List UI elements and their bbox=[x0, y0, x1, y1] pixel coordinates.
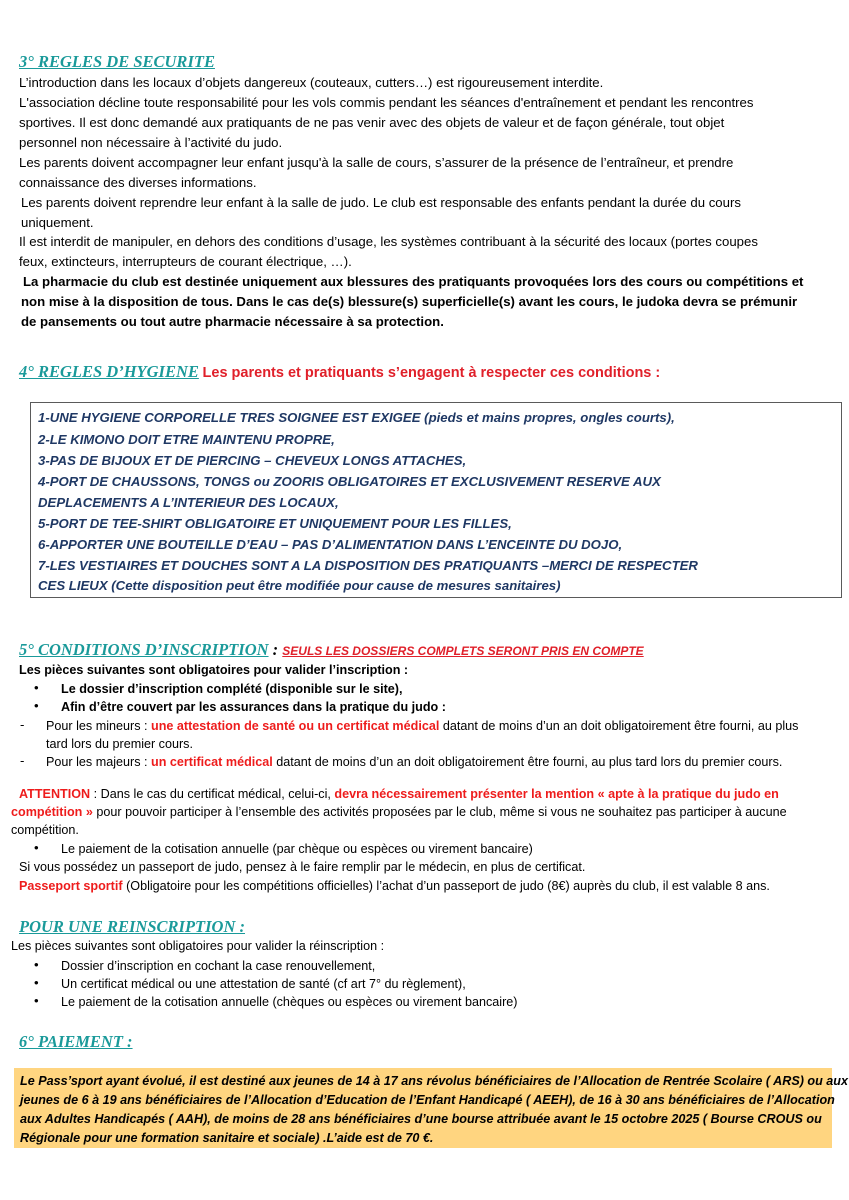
hygiene-rule: 4-PORT DE CHAUSSONS, TONGS ou ZOORIS OBLIGATOIRES ET EXCLUSIVEMENT RESERVE AUX bbox=[38, 474, 661, 489]
dash-bullet-icon: - bbox=[20, 717, 25, 732]
majors-requirement: un certificat médical bbox=[151, 755, 273, 769]
s5-passport bbox=[19, 877, 770, 895]
attention-mention: devra nécessairement présenter la mention « apte à la pratique du judo en bbox=[334, 787, 779, 801]
minors-text: datant de moins d’un an doit obligatoirement être fourni, au plus bbox=[439, 719, 799, 733]
dash-bullet-icon: - bbox=[20, 753, 25, 768]
hygiene-rule: 5-PORT DE TEE-SHIRT OBLIGATOIRE ET UNIQUEMENT POUR LES FILLES, bbox=[38, 516, 512, 531]
bullet-dot-icon: • bbox=[34, 680, 39, 695]
minors-requirement: une attestation de santé ou un certificat médical bbox=[151, 719, 440, 733]
s3-paragraph-3a: Les parents doivent accompagner leur enfant jusqu'à la salle de cours, s’assurer de la présence de l’entraîneur, et prendre bbox=[19, 155, 734, 170]
s5-minors-cont: tard lors du premier cours. bbox=[46, 737, 193, 751]
s3-paragraph-1: L’introduction dans les locaux d’objets dangereux (couteaux, cutters…) est rigoureusement interdite. bbox=[19, 75, 604, 90]
s5-attention-3: compétition. bbox=[11, 823, 79, 837]
bullet-dot-icon: • bbox=[34, 975, 39, 990]
payment-line: Le Pass’sport ayant évolué, il est destiné aux jeunes de 14 à 17 ans révolus bénéficiaires de l’Allocation de Rentrée Scolaire ( ARS) ou aux bbox=[20, 1074, 848, 1088]
reinscription-item: Un certificat médical ou une attestation de santé (cf art 7° du règlement), bbox=[61, 977, 466, 991]
s3-paragraph-5b: feux, extincteurs, interrupteurs de courant électrique, …). bbox=[19, 254, 352, 269]
section-4-header bbox=[19, 362, 660, 382]
reinscription-title: POUR UNE REINSCRIPTION : bbox=[19, 917, 245, 936]
s3-paragraph-4b: uniquement. bbox=[21, 215, 94, 230]
bullet-dot-icon: • bbox=[34, 840, 39, 855]
section-5-note: SEULS LES DOSSIERS COMPLETS SERONT PRIS EN COMPTE bbox=[282, 644, 644, 658]
s3-paragraph-3b: connaissance des diverses informations. bbox=[19, 175, 257, 190]
s5-bullet-3: Le paiement de la cotisation annuelle (par chèque ou espèces ou virement bancaire) bbox=[61, 842, 533, 856]
s3-paragraph-6a: La pharmacie du club est destinée uniquement aux blessures des pratiquants provoquées lors des cours ou compétitions et bbox=[23, 274, 804, 289]
hygiene-rule: 3-PAS DE BIJOUX ET DE PIERCING – CHEVEUX LONGS ATTACHES, bbox=[38, 453, 467, 468]
bullet-dot-icon: • bbox=[34, 957, 39, 972]
s5-attention bbox=[19, 785, 779, 803]
s3-paragraph-2b: sportives. Il est donc demandé aux pratiquants de ne pas venir avec des objets de valeur et de façon générale, tout objet bbox=[19, 115, 725, 130]
attention-text-2: pour pouvoir participer à l’ensemble des activités proposées par le club, même si vous ne souhaitez pas participer à aucune bbox=[92, 805, 787, 819]
majors-text: datant de moins d’un an doit obligatoirement être fourni, au plus tard lors du premier cours. bbox=[272, 755, 783, 769]
s3-paragraph-4a: Les parents doivent reprendre leur enfant à la salle de judo. Le club est responsable des enfants pendant la durée du cours bbox=[21, 195, 741, 210]
s3-paragraph-2a: L'association décline toute responsabilité pour les vols commis pendant les séances d'entraînement et pendant les rencontres bbox=[19, 95, 754, 110]
attention-text: : Dans le cas du certificat médical, celui-ci, bbox=[90, 787, 335, 801]
passport-text: (Obligatoire pour les compétitions officielles) l’achat d’un passeport de judo (8€) auprès du club, il est valable 8 ans. bbox=[122, 879, 770, 893]
s3-paragraph-2c: personnel non nécessaire à l’activité du judo. bbox=[19, 135, 283, 150]
hygiene-rule: 2-LE KIMONO DOIT ETRE MAINTENU PROPRE, bbox=[38, 432, 335, 447]
bullet-dot-icon: • bbox=[34, 993, 39, 1008]
hygiene-rule: 1-UNE HYGIENE CORPORELLE TRES SOIGNEE EST EXIGEE (pieds et mains propres, ongles courts), bbox=[38, 410, 675, 425]
hygiene-rule: 6-APPORTER UNE BOUTEILLE D’EAU – PAS D’ALIMENTATION DANS L’ENCEINTE DU DOJO, bbox=[38, 537, 623, 552]
s3-paragraph-5a: Il est interdit de manipuler, en dehors des conditions d’usage, les systèmes contribuant à la sécurité des locaux (portes coupes bbox=[19, 234, 758, 249]
payment-line: jeunes de 6 à 19 ans bénéficiaires de l’Allocation d’Education de l’Enfant Handicapé ( AEEH), de 16 à 30 ans bénéficiaires de l’Allocation bbox=[20, 1093, 835, 1107]
reinscription-item: Le paiement de la cotisation annuelle (chèques ou espèces ou virement bancaire) bbox=[61, 995, 518, 1009]
s5-bullet-2: Afin d’être couvert par les assurances dans la pratique du judo : bbox=[61, 700, 446, 714]
payment-line: aux Adultes Handicapés ( AAH), de moins de 28 ans bénéficiaires d’une bourse attribuée avant le 15 octobre 2025 ( Bourse CROUS ou bbox=[20, 1112, 822, 1126]
minors-label: Pour les mineurs : bbox=[46, 719, 151, 733]
s5-intro: Les pièces suivantes sont obligatoires pour valider l’inscription : bbox=[19, 663, 409, 677]
s5-minors bbox=[46, 717, 798, 735]
section-4-subtitle: Les parents et pratiquants s’engagent à respecter ces conditions : bbox=[202, 365, 661, 381]
section-5-colon: : bbox=[268, 640, 283, 659]
s5-majors bbox=[46, 753, 782, 771]
section-4-title: 4° REGLES D’HYGIENE bbox=[19, 362, 199, 381]
s5-bullet-1: Le dossier d’inscription complété (disponible sur le site), bbox=[61, 682, 403, 696]
s3-paragraph-6b: non mise à la disposition de tous. Dans le cas de(s) blessure(s) superficielle(s) avant les cours, le judoka devra se prémunir bbox=[21, 294, 798, 309]
hygiene-rule: 7-LES VESTIAIRES ET DOUCHES SONT A LA DISPOSITION DES PRATIQUANTS –MERCI DE RESPECTER bbox=[38, 558, 698, 573]
section-5-title: 5° CONDITIONS D’INSCRIPTION bbox=[19, 640, 269, 659]
hygiene-rule: DEPLACEMENTS A L’INTERIEUR DES LOCAUX, bbox=[38, 495, 339, 510]
majors-label: Pour les majeurs : bbox=[46, 755, 151, 769]
section-6-title: 6° PAIEMENT : bbox=[19, 1032, 133, 1051]
reinscription-item: Dossier d’inscription en cochant la case renouvellement, bbox=[61, 959, 376, 973]
passport-label: Passeport sportif bbox=[19, 879, 123, 893]
s5-attention-2 bbox=[11, 803, 787, 821]
section-5-header bbox=[19, 640, 644, 660]
reinscription-intro: Les pièces suivantes sont obligatoires pour valider la réinscription : bbox=[11, 939, 385, 953]
s5-passport-note: Si vous possédez un passeport de judo, pensez à le faire remplir par le médecin, en plus de certificat. bbox=[19, 860, 586, 874]
attention-mention-end: compétition » bbox=[11, 805, 93, 819]
s3-paragraph-6c: de pansements ou tout autre pharmacie nécessaire à sa protection. bbox=[21, 314, 444, 329]
attention-label: ATTENTION bbox=[19, 787, 91, 801]
bullet-dot-icon: • bbox=[34, 698, 39, 713]
section-3-title: 3° REGLES DE SECURITE bbox=[19, 52, 215, 71]
hygiene-rule: CES LIEUX (Cette disposition peut être modifiée pour cause de mesures sanitaires) bbox=[38, 578, 561, 593]
payment-line: Régionale pour une formation sanitaire et sociale) .L’aide est de 70 €. bbox=[20, 1131, 434, 1145]
